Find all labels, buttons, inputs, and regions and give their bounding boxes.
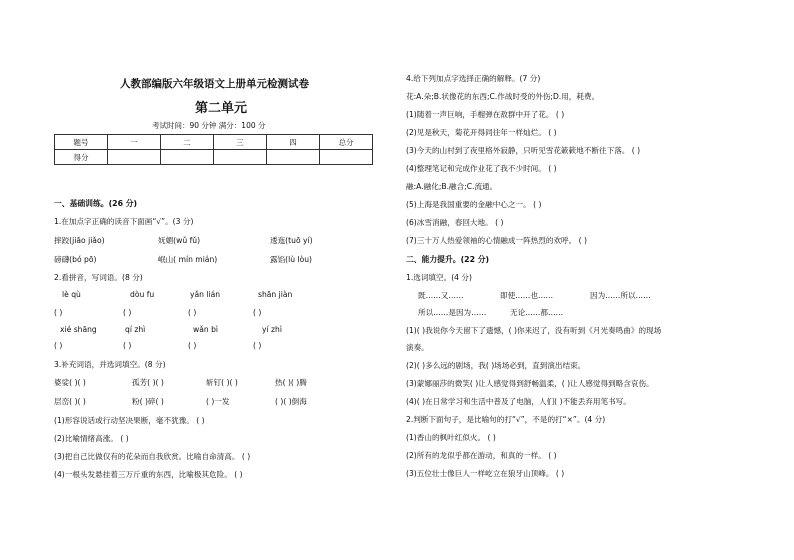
score-input-cell[interactable] — [320, 150, 373, 165]
score-table-header-row — [55, 135, 373, 150]
pinyin: yí zhì — [262, 325, 282, 334]
idiom-blank[interactable]: ( )一发 — [206, 397, 230, 406]
q5-item[interactable]: (2)( )多么远的剧场，我( )场场必到，直到演出结束。 — [406, 361, 586, 370]
q2-prompt: 2.看拼音，写词语。(8 分) — [54, 273, 143, 282]
q6-prompt: 2.判断下面句子，是比喻句的打“√”，不是的打“×”。(4 分) — [406, 415, 606, 424]
answer-blank[interactable]: ( ) — [188, 308, 197, 317]
score-header-cell: 总分 — [320, 135, 373, 150]
q4-item[interactable]: (2)见是秋天，菊花开得同往年一样灿烂。 ( ) — [406, 128, 557, 137]
score-header-cell: 三 — [214, 135, 267, 150]
q4-prompt: 4.给下列加点字选择正确的解释。(7 分) — [406, 74, 541, 83]
rong-definitions: 融:A.融化;B.融合;C.流通。 — [406, 182, 498, 191]
idiom-blank[interactable]: 热( )( )腾 — [275, 378, 307, 387]
score-input-cell[interactable] — [267, 150, 320, 165]
q6-item[interactable]: (1)香山的枫叶红似火。 ( ) — [406, 433, 496, 442]
q6-item[interactable]: (3)五位壮士像巨人一样屹立在狼牙山顶峰。 ( ) — [406, 469, 565, 478]
pinyin: shān jiàn — [258, 290, 293, 299]
q3-prompt: 3.补充词语，并选词填空。(8 分) — [54, 360, 166, 369]
q3-sub-item[interactable]: (1)形容说话或行动坚决果断，毫不犹豫。 ( ) — [54, 416, 205, 425]
idiom-blank[interactable]: 婆娑( )( ) — [54, 378, 86, 387]
word-option: 无论……都…… — [510, 308, 564, 317]
idiom-blank[interactable]: 孤芳( )( ) — [132, 378, 164, 387]
answer-blank[interactable]: ( ) — [253, 308, 262, 317]
q5-item[interactable]: (1)( )我说你今天留下了遗憾，( )你来迟了，没有听到《月光奏鸣曲》的现场 — [406, 326, 662, 335]
q1-item[interactable]: 磅礴(bó pō) — [54, 255, 97, 264]
unit-title: 第二单元 — [195, 101, 248, 116]
q4-item[interactable]: (6)冰雪消融，春回大地。 ( ) — [406, 218, 504, 227]
score-header-cell: 题号 — [55, 135, 108, 150]
q3-sub-item[interactable]: (3)把自己比做仅有的花朵而自我欣赏。比喻自命清高。 ( ) — [54, 452, 251, 461]
exam-title: 人教部编版六年级语文上册单元检测试卷 — [120, 78, 309, 90]
q3-sub-item[interactable]: (4)一根头发悬挂着三万斤重的东西，比喻极其危险。 ( ) — [54, 470, 243, 479]
section2-heading: 二、能力提升。(22 分) — [406, 255, 490, 264]
q5-item-continued: 演奏。 — [406, 343, 429, 352]
word-option: 因为……所以…… — [590, 291, 651, 300]
word-option: 所以……是因为…… — [418, 308, 487, 317]
idiom-blank[interactable]: 粉( )碎( ) — [132, 397, 164, 406]
q4-item[interactable]: (1)随着一声巨响，手榴弹在敌群中开了花。 ( ) — [406, 110, 565, 119]
score-input-cell[interactable] — [161, 150, 214, 165]
score-header-cell: 四 — [267, 135, 320, 150]
pinyin: dòu fu — [130, 290, 155, 299]
score-table — [54, 134, 373, 165]
score-table-row — [55, 150, 373, 165]
score-header-cell: 二 — [161, 135, 214, 150]
q1-item[interactable]: 露馅(lù lòu) — [270, 255, 313, 264]
answer-blank[interactable]: ( ) — [123, 308, 132, 317]
q6-item[interactable]: (2)所有的龙似乎都在游动，和真的一样。 ( ) — [406, 451, 557, 460]
pinyin: qí zhì — [125, 325, 146, 334]
q3-sub-item[interactable]: (2)比喻情绪高涨。 ( ) — [54, 434, 129, 443]
q1-item[interactable]: 妩媚(wǔ fǔ) — [158, 236, 201, 245]
q4-item[interactable]: (3)今天的山村到了夜里格外寂静，只听见雪花簌簌地不断往下落。 ( ) — [406, 146, 641, 155]
word-option: 既……又…… — [418, 291, 464, 300]
score-header-cell: 一 — [108, 135, 161, 150]
hua-definitions: 花:A.朵;B.状像花的东西;C.作战时受的外伤;D.用，耗费。 — [406, 92, 600, 101]
q1-item[interactable]: 岷山( mín mián) — [158, 255, 218, 264]
pinyin: yǎn lián — [190, 290, 221, 299]
q4-item[interactable]: (4)整理笔记和完成作业花了我不少时间。 ( ) — [406, 164, 557, 173]
score-row-label: 得分 — [55, 150, 108, 165]
q4-item[interactable]: (5)上海是我国重要的金融中心之一。 ( ) — [406, 200, 542, 209]
q1-item[interactable]: 摔跤(jiāo jiǎo) — [54, 236, 105, 245]
answer-blank[interactable]: ( ) — [188, 341, 197, 350]
idiom-blank[interactable]: 层峦( )( ) — [54, 397, 86, 406]
q1-item[interactable]: 逶迤(tuō yí) — [270, 236, 313, 245]
score-input-cell[interactable] — [214, 150, 267, 165]
pinyin: lè qù — [62, 290, 81, 299]
answer-blank[interactable]: ( ) — [54, 341, 63, 350]
q1-prompt: 1.在加点字正确的读音下面画“√”。(3 分) — [54, 217, 194, 226]
q5-item[interactable]: (4)( )在日常学习和生活中普及了电脑，人们( )不能丢弃用笔书写。 — [406, 397, 631, 406]
idiom-blank[interactable]: ( )( )倒海 — [275, 397, 307, 406]
answer-blank[interactable]: ( ) — [123, 341, 132, 350]
section1-heading: 一、基础训练。(26 分) — [54, 199, 138, 208]
pinyin: wǎn bì — [193, 325, 219, 334]
word-option: 即使……也…… — [500, 291, 554, 300]
idiom-blank[interactable]: 斩钉( )( ) — [206, 378, 238, 387]
answer-blank[interactable]: ( ) — [253, 341, 262, 350]
q4-item[interactable]: (7)三十万人热爱领袖的心情融成一阵热烈的欢呼。 ( ) — [406, 236, 587, 245]
score-input-cell[interactable] — [108, 150, 161, 165]
q5-item[interactable]: (3)蒙娜丽莎的微笑( )让人感觉得到舒畅温柔，( )让人感觉得到略含哀伤。 — [406, 379, 654, 388]
exam-info: 考试时间：90 分钟 满分：100 分 — [152, 121, 266, 130]
q5-prompt: 1.选词填空。(4 分) — [406, 273, 472, 282]
pinyin: xié shāng — [60, 325, 97, 334]
answer-blank[interactable]: ( ) — [54, 308, 63, 317]
